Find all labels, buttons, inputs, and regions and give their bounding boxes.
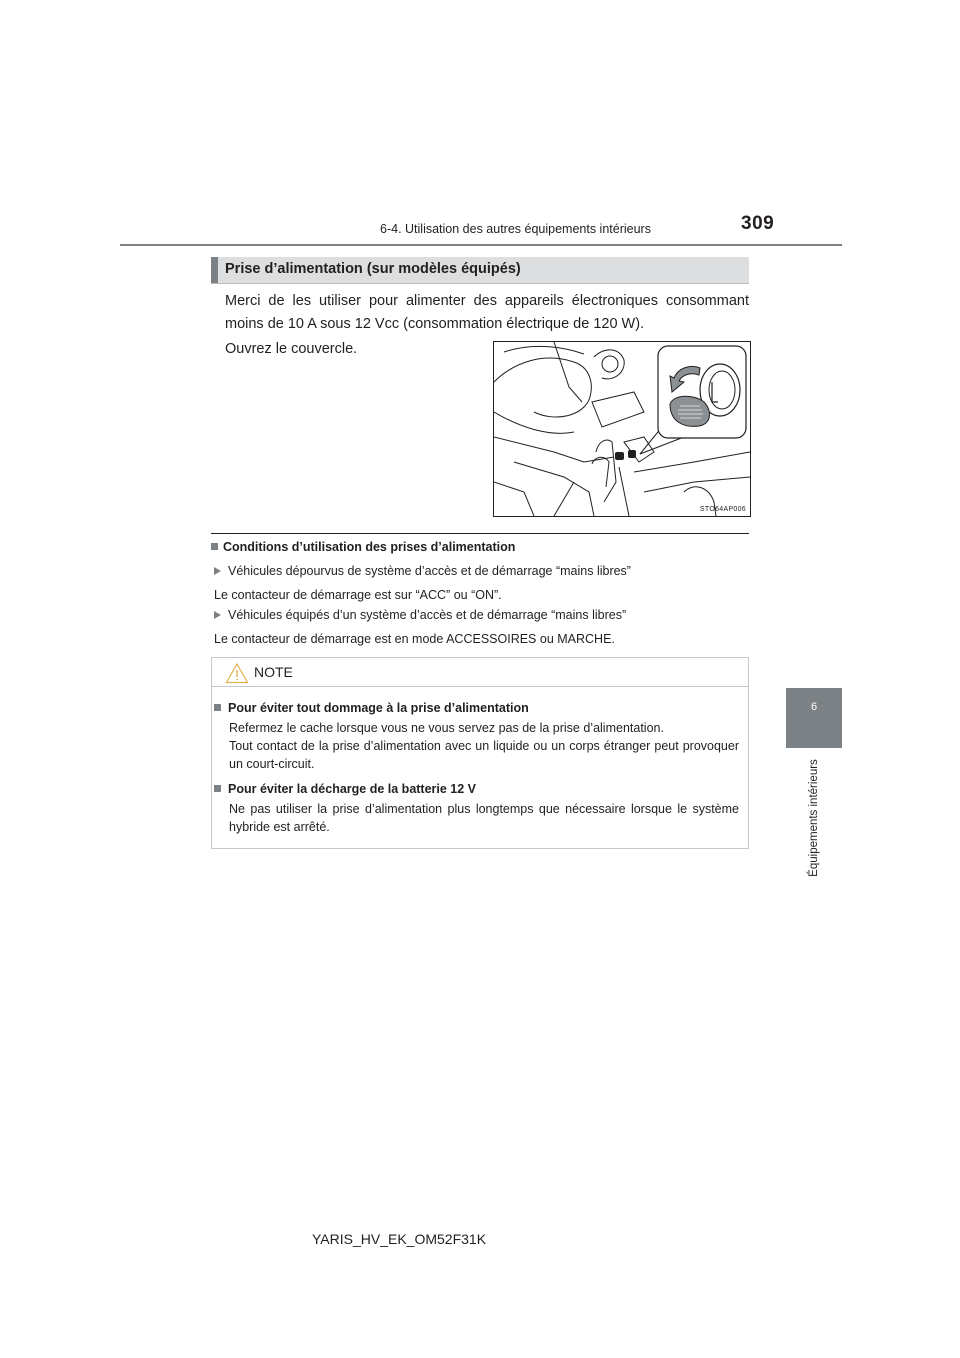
section-separator	[211, 533, 749, 534]
square-bullet-icon	[214, 704, 221, 711]
note-heading-text: Pour éviter la décharge de la batterie 12 V	[228, 782, 477, 796]
power-outlet-illustration	[493, 341, 751, 517]
note-item-heading	[214, 699, 739, 717]
conditions-title: Conditions d’utilisation des prises d’alimentation	[223, 540, 516, 554]
dashboard-drawing	[494, 342, 750, 516]
section-intro: Merci de les utiliser pour alimenter des appareils électroniques consommant moins de 10 A sous 12 Vcc (consommation électrique de 120 W).	[225, 293, 749, 332]
note-item-line: Refermez le cache lorsque vous ne vous servez pas de la prise d’alimentation.	[229, 721, 664, 735]
note-item-line: Ne pas utiliser la prise d’alimentation plus longtemps que nécessaire lorsque le système hybride est arrêté.	[229, 802, 739, 834]
condition-item-label	[214, 606, 626, 624]
condition-label-text: Véhicules dépourvus de système d’accès et de démarrage “mains libres”	[228, 564, 631, 578]
conditions-heading	[211, 540, 515, 554]
condition-item-text: Le contacteur de démarrage est sur “ACC” ou “ON”.	[214, 588, 502, 602]
chapter-tab-label	[786, 748, 842, 888]
note-title: NOTE	[254, 664, 293, 680]
header-rule	[120, 244, 842, 246]
note-item-heading	[214, 780, 739, 798]
square-bullet-icon	[214, 785, 221, 792]
square-bullet-icon	[211, 543, 218, 550]
chapter-title: 6-4. Utilisation des autres équipements intérieurs	[380, 222, 651, 236]
note-heading-text: Pour éviter tout dommage à la prise d’alimentation	[228, 701, 529, 715]
chapter-tab-label-text: Équipements intérieurs	[808, 759, 820, 877]
document-code: YARIS_HV_EK_OM52F31K	[312, 1231, 487, 1247]
page-number: 309	[741, 213, 775, 234]
condition-item-text: Le contacteur de démarrage est en mode ACCESSOIRES ou MARCHE.	[214, 632, 615, 646]
figure-code: STO64AP006	[699, 506, 746, 513]
note-item-line: Tout contact de la prise d’alimentation avec un liquide ou un corps étranger peut provoquer un court-circuit.	[229, 739, 739, 771]
triangle-bullet-icon	[214, 567, 221, 575]
condition-item-label	[214, 562, 631, 580]
condition-label-text: Véhicules équipés d’un système d’accès et de démarrage “mains libres”	[228, 608, 627, 622]
note-header-divider	[212, 686, 748, 687]
section-heading	[211, 257, 749, 284]
triangle-bullet-icon	[214, 611, 221, 619]
section-title: Prise d’alimentation (sur modèles équipés)	[225, 261, 521, 277]
warning-triangle-icon	[225, 662, 249, 684]
instruction-step: Ouvrez le couvercle.	[225, 341, 358, 357]
chapter-tab: 6	[786, 688, 842, 748]
section-heading-marker	[211, 257, 218, 283]
